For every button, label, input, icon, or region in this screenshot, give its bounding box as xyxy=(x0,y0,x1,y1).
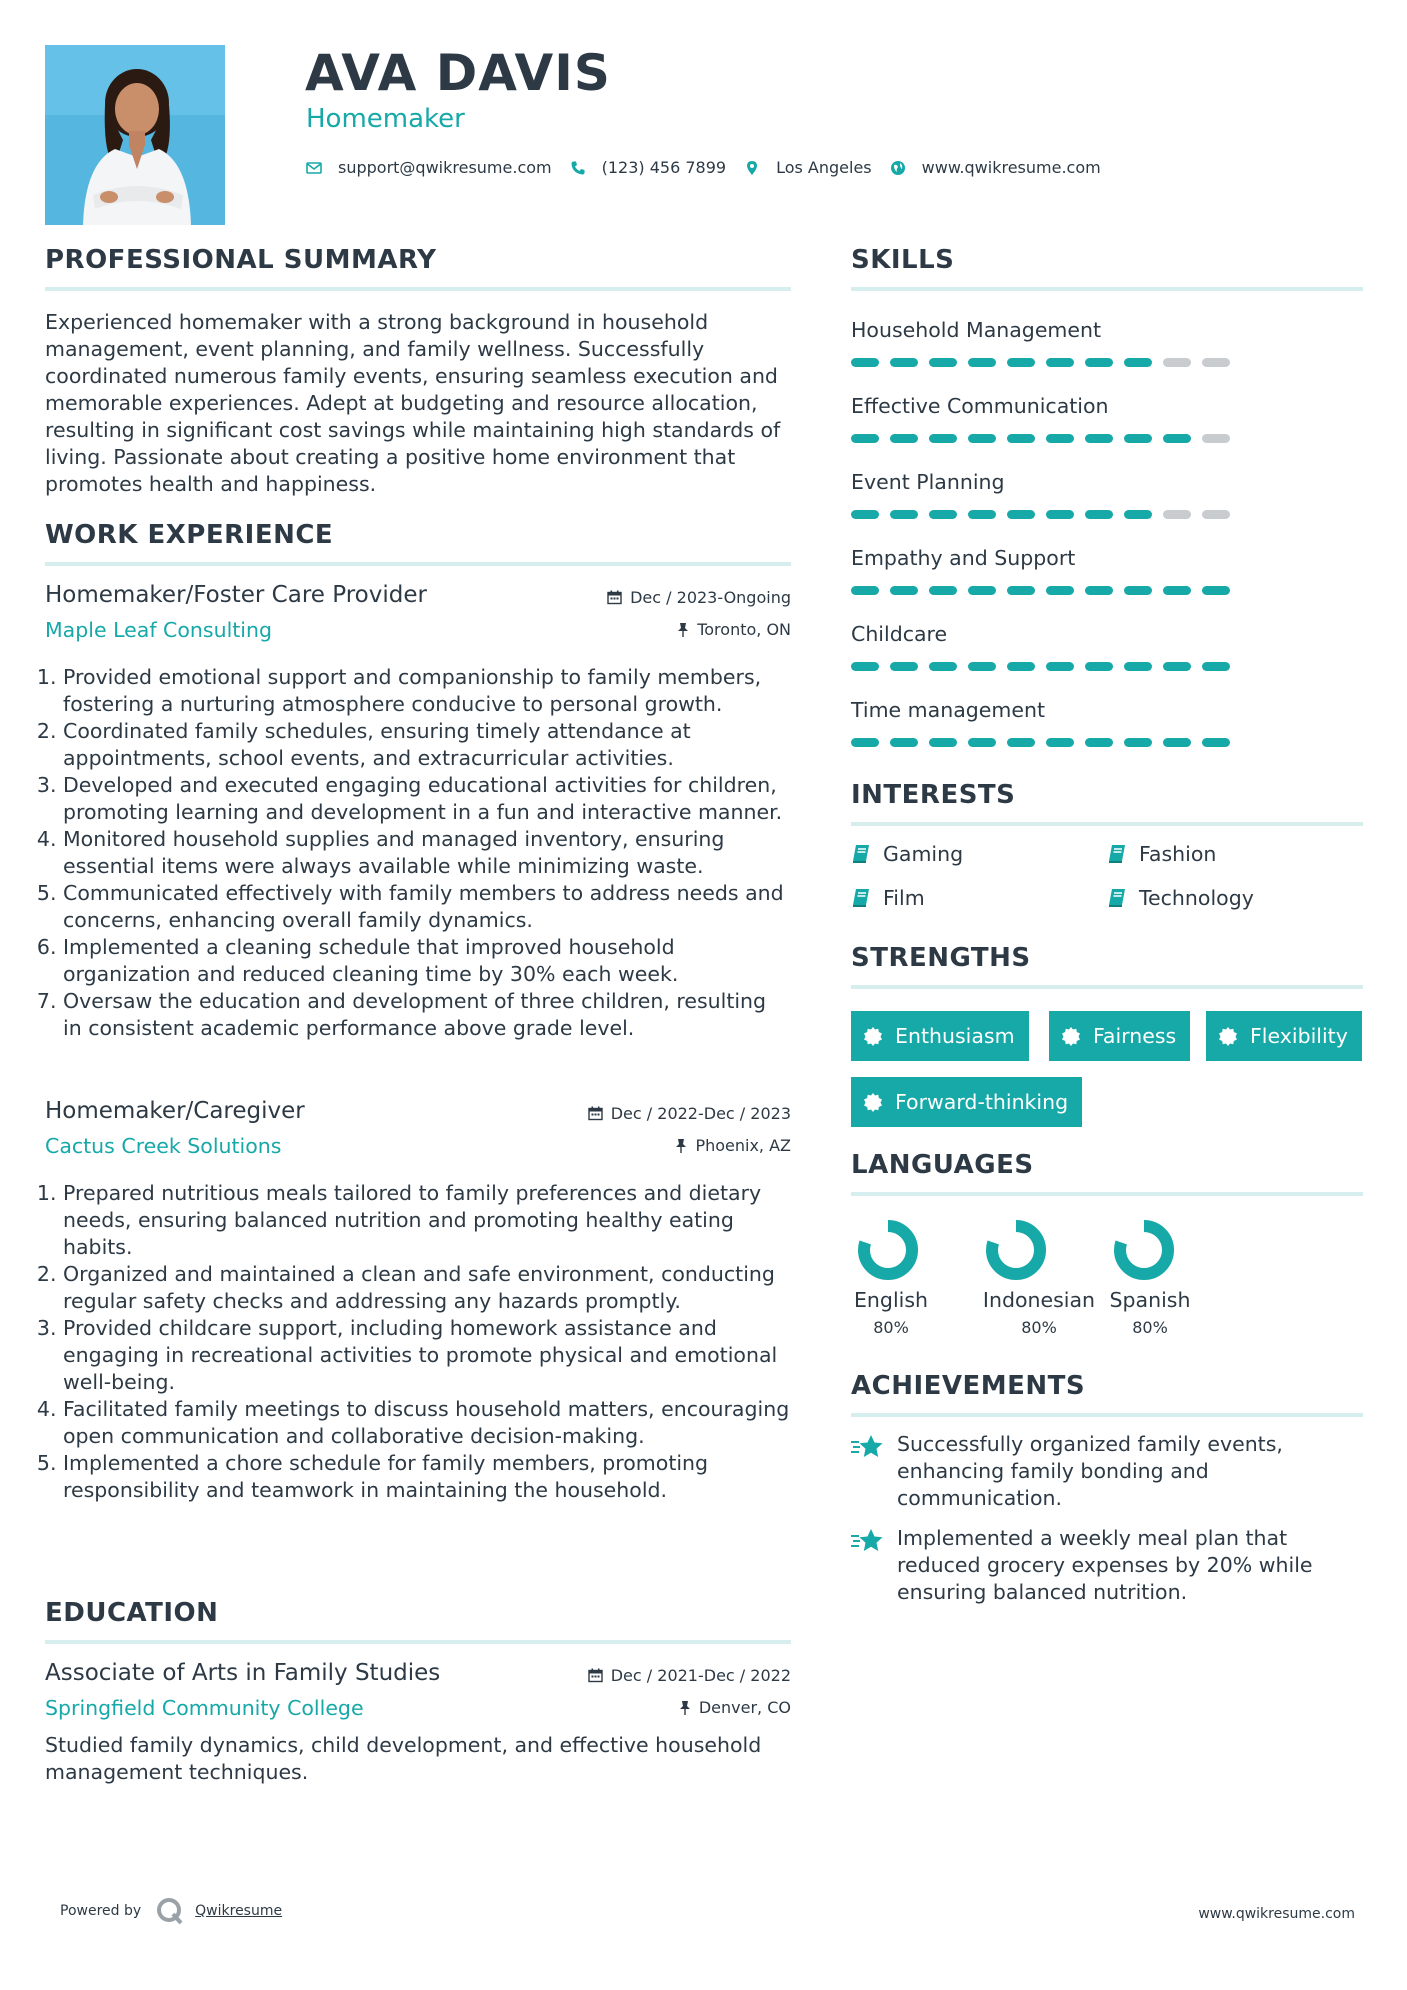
skill-item xyxy=(851,622,1363,646)
skill-item xyxy=(851,470,1363,494)
duty-item: 5. Communicated effectively with family members to address needs and concerns, enhancing overall family dynamics. xyxy=(63,880,791,934)
star-award-icon xyxy=(851,1527,885,1555)
rating-dot-filled xyxy=(1007,662,1035,671)
phone-icon xyxy=(570,160,586,176)
language-name: Indonesian xyxy=(982,1288,1096,1312)
rating-dot-filled xyxy=(1163,434,1191,443)
achievements-section xyxy=(851,1371,1363,1604)
email-icon xyxy=(306,160,322,176)
rating-dot-filled xyxy=(929,510,957,519)
skill-item xyxy=(851,394,1363,418)
duty-item: 2. Coordinated family schedules, ensuring timely attendance at appointments, school events, and extracurricular activities. xyxy=(63,718,791,772)
rating-dot-empty xyxy=(1202,434,1230,443)
duty-item: 1. Prepared nutritious meals tailored to family preferences and dietary needs, ensuring balanced nutrition and promoting healthy eating habits. xyxy=(63,1180,791,1261)
rating-dot-filled xyxy=(1007,738,1035,747)
achievement-text: Successfully organized family events, enhancing family bonding and communication. xyxy=(897,1432,1283,1510)
duty-item: 4. Facilitated family meetings to discuss household matters, encouraging open communication and collaborative decision-making. xyxy=(63,1396,791,1450)
skill-name: Event Planning xyxy=(851,470,1005,494)
rating-dot-filled xyxy=(929,738,957,747)
pushpin-icon xyxy=(679,1700,691,1715)
map-pin-icon xyxy=(744,160,760,176)
summary-section xyxy=(45,245,791,498)
rating-dot-filled xyxy=(929,586,957,595)
calendar-icon xyxy=(588,1668,603,1683)
rating-dot-empty xyxy=(1202,358,1230,367)
interests-heading: INTERESTS xyxy=(851,780,1363,826)
strengths-section xyxy=(851,943,1363,1114)
rating-dot-filled xyxy=(968,662,996,671)
rating-dot-filled xyxy=(890,358,918,367)
duty-item: 5. Implemented a chore schedule for family members, promoting responsibility and teamwork in maintaining the household. xyxy=(63,1450,791,1504)
rating-dot-filled xyxy=(929,358,957,367)
job-entry xyxy=(45,582,791,1042)
strength-label: Flexibility xyxy=(1250,1024,1348,1048)
rating-dot-filled xyxy=(1085,510,1113,519)
rating-dot-filled xyxy=(1085,662,1113,671)
skill-name: Empathy and Support xyxy=(851,546,1076,570)
skill-name: Childcare xyxy=(851,622,948,646)
rating-dot-filled xyxy=(1202,738,1230,747)
calendar-icon xyxy=(588,1106,603,1121)
skill-item xyxy=(851,318,1363,342)
duty-item: 3. Developed and executed engaging educational activities for children, promoting learning and development in a fun and interactive manner. xyxy=(63,772,791,826)
achievement-item xyxy=(851,1431,1363,1512)
interest-item xyxy=(851,842,963,866)
education-location-text: Denver, CO xyxy=(698,1698,791,1717)
contact-phone[interactable]: (123) 456 7899 xyxy=(601,158,727,177)
rating-dot-filled xyxy=(890,662,918,671)
person-portrait-icon xyxy=(45,45,225,225)
skill-rating xyxy=(851,738,1241,747)
strengths-heading: STRENGTHS xyxy=(851,943,1363,989)
achievement-text: Implemented a weekly meal plan that reduced grocery expenses by 20% while ensuring balanced nutrition. xyxy=(897,1526,1313,1604)
skill-rating xyxy=(851,358,1241,367)
languages-heading: LANGUAGES xyxy=(851,1150,1363,1196)
skills-heading: SKILLS xyxy=(851,245,1363,291)
job-date xyxy=(607,588,791,607)
skill-rating xyxy=(851,586,1241,595)
language-level: 80% xyxy=(1132,1318,1168,1337)
skill-item xyxy=(851,546,1363,570)
education-degree: Associate of Arts in Family Studies xyxy=(45,1660,441,1686)
rating-dot-filled xyxy=(1085,738,1113,747)
job-duties xyxy=(45,664,791,1042)
rating-dot-filled xyxy=(851,738,879,747)
language-ring xyxy=(984,1218,1048,1282)
interest-item xyxy=(851,886,925,910)
language-ring xyxy=(856,1218,920,1282)
summary-heading: PROFESSIONAL SUMMARY xyxy=(45,245,791,291)
job-role: Homemaker/Foster Care Provider xyxy=(45,582,427,608)
rating-dot-filled xyxy=(1124,510,1152,519)
rating-dot-filled xyxy=(929,662,957,671)
footer-website[interactable]: www.qwikresume.com xyxy=(1198,1906,1355,1922)
skill-name: Time management xyxy=(851,698,1046,722)
summary-text: Experienced homemaker with a strong background in household management, event planning, and family wellness. Successfully coordinated numerous family events, ensuring seamless execution and memorable experiences. Adept at budgeting and resource allocation, resulting in significant cost savings while maintaining high standards of living. Passionate about creating a positive home environment that promotes health and happiness. xyxy=(45,310,781,496)
job-role: Homemaker/Caregiver xyxy=(45,1098,305,1124)
job-location xyxy=(677,620,791,639)
rating-dot-filled xyxy=(1202,586,1230,595)
rating-dot-filled xyxy=(1124,662,1152,671)
rating-dot-filled xyxy=(1163,662,1191,671)
rating-dot-filled xyxy=(1124,586,1152,595)
contact-row xyxy=(306,158,1119,177)
powered-by-label: Powered by xyxy=(60,1903,142,1919)
contact-location: Los Angeles xyxy=(776,158,872,177)
rating-dot-filled xyxy=(1046,434,1074,443)
rating-dot-filled xyxy=(929,434,957,443)
skill-rating xyxy=(851,662,1241,671)
rating-dot-filled xyxy=(890,738,918,747)
rating-dot-filled xyxy=(1046,662,1074,671)
language-level: 80% xyxy=(1021,1318,1057,1337)
book-icon xyxy=(1107,844,1127,864)
job-location xyxy=(675,1136,791,1155)
rating-dot-filled xyxy=(1046,358,1074,367)
interest-item xyxy=(1107,842,1216,866)
language-name: Spanish xyxy=(1109,1288,1191,1312)
interest-label: Fashion xyxy=(1139,842,1217,866)
rating-dot-filled xyxy=(1085,586,1113,595)
calendar-icon xyxy=(607,590,622,605)
rating-dot-filled xyxy=(851,662,879,671)
education-location xyxy=(679,1698,791,1717)
duty-item: 7. Oversaw the education and development of three children, resulting in consistent academic performance above grade level. xyxy=(63,988,791,1042)
job-date-text: Dec / 2023-Ongoing xyxy=(630,588,791,607)
badge-seal-icon xyxy=(863,1026,883,1046)
rating-dot-empty xyxy=(1163,358,1191,367)
achievements-heading: ACHIEVEMENTS xyxy=(851,1371,1363,1417)
rating-dot-filled xyxy=(851,586,879,595)
experience-heading: WORK EXPERIENCE xyxy=(45,520,791,566)
book-icon xyxy=(1107,888,1127,908)
book-icon xyxy=(851,888,871,908)
language-ring xyxy=(1112,1218,1176,1282)
badge-seal-icon xyxy=(1218,1026,1238,1046)
rating-dot-filled xyxy=(968,586,996,595)
education-heading: EDUCATION xyxy=(45,1598,791,1644)
skill-rating xyxy=(851,434,1241,443)
rating-dot-filled xyxy=(1085,434,1113,443)
rating-dot-filled xyxy=(851,358,879,367)
rating-dot-filled xyxy=(1124,738,1152,747)
interest-label: Film xyxy=(883,886,925,910)
rating-dot-empty xyxy=(1202,510,1230,519)
qwikresume-logo-icon xyxy=(155,1896,185,1926)
rating-dot-filled xyxy=(1124,434,1152,443)
rating-dot-filled xyxy=(968,358,996,367)
rating-dot-filled xyxy=(1085,358,1113,367)
book-icon xyxy=(851,844,871,864)
rating-dot-filled xyxy=(1202,662,1230,671)
job-date xyxy=(588,1104,791,1123)
interest-label: Technology xyxy=(1139,886,1254,910)
language-item xyxy=(979,1218,1099,1337)
rating-dot-filled xyxy=(1046,738,1074,747)
rating-dot-filled xyxy=(851,434,879,443)
skills-section xyxy=(851,245,1363,722)
strength-badge xyxy=(851,1077,1082,1127)
duty-item: 1. Provided emotional support and companionship to family members, fostering a nurturing atmosphere conducive to personal growth. xyxy=(63,664,791,718)
rating-dot-filled xyxy=(1046,586,1074,595)
education-section xyxy=(45,1598,791,1784)
candidate-name: AVA DAVIS xyxy=(305,44,611,102)
rating-dot-filled xyxy=(968,738,996,747)
duty-item: 2. Organized and maintained a clean and safe environment, conducting regular safety checks and addressing any hazards promptly. xyxy=(63,1261,791,1315)
job-date-text: Dec / 2022-Dec / 2023 xyxy=(610,1104,791,1123)
rating-dot-empty xyxy=(1163,510,1191,519)
job-location-text: Phoenix, AZ xyxy=(695,1136,791,1155)
footer-brand-link[interactable]: Qwikresume xyxy=(195,1903,283,1919)
language-level: 80% xyxy=(873,1318,909,1337)
rating-dot-filled xyxy=(890,586,918,595)
duty-item: 3. Provided childcare support, including homework assistance and engaging in recreational activities to promote physical and emotional well-being. xyxy=(63,1315,791,1396)
profile-photo xyxy=(45,45,225,225)
language-item xyxy=(1107,1218,1193,1337)
strength-label: Enthusiasm xyxy=(895,1024,1015,1048)
strength-label: Fairness xyxy=(1093,1024,1177,1048)
achievement-item xyxy=(851,1525,1363,1606)
footer-powered-by xyxy=(60,1896,282,1926)
strength-badge xyxy=(851,1011,1029,1061)
contact-email[interactable]: support@qwikresume.com xyxy=(338,158,552,177)
skill-name: Household Management xyxy=(851,318,1102,342)
job-duties xyxy=(45,1180,791,1504)
contact-website[interactable]: www.qwikresume.com xyxy=(921,158,1101,177)
rating-dot-filled xyxy=(968,434,996,443)
job-company: Maple Leaf Consulting xyxy=(45,618,273,642)
education-date xyxy=(588,1666,791,1685)
duty-item: 4. Monitored household supplies and managed inventory, ensuring essential items were always available while minimizing waste. xyxy=(63,826,791,880)
job-location-text: Toronto, ON xyxy=(697,620,791,639)
education-date-text: Dec / 2021-Dec / 2022 xyxy=(610,1666,791,1685)
badge-seal-icon xyxy=(863,1092,883,1112)
strength-badge xyxy=(1206,1011,1362,1061)
education-school: Springfield Community College xyxy=(45,1696,364,1720)
pushpin-icon xyxy=(677,622,689,637)
rating-dot-filled xyxy=(851,510,879,519)
job-entry xyxy=(45,1098,791,1504)
skill-rating xyxy=(851,510,1241,519)
rating-dot-filled xyxy=(1163,586,1191,595)
education-entry xyxy=(45,1660,791,1786)
skill-name: Effective Communication xyxy=(851,394,1109,418)
education-description: Studied family dynamics, child development, and effective household management techniques. xyxy=(45,1733,762,1784)
candidate-title: Homemaker xyxy=(306,104,465,134)
duty-item: 6. Implemented a cleaning schedule that improved household organization and reduced cleaning time by 30% each week. xyxy=(63,934,791,988)
rating-dot-filled xyxy=(890,510,918,519)
interests-section xyxy=(851,780,1363,910)
pushpin-icon xyxy=(675,1138,687,1153)
rating-dot-filled xyxy=(1046,510,1074,519)
rating-dot-filled xyxy=(1124,358,1152,367)
interest-label: Gaming xyxy=(883,842,964,866)
languages-section xyxy=(851,1150,1363,1337)
rating-dot-filled xyxy=(1007,434,1035,443)
language-item xyxy=(851,1218,931,1337)
rating-dot-filled xyxy=(1007,586,1035,595)
rating-dot-filled xyxy=(890,434,918,443)
strength-badge xyxy=(1049,1011,1190,1061)
experience-section xyxy=(45,520,791,1502)
rating-dot-filled xyxy=(1007,358,1035,367)
globe-icon xyxy=(890,160,906,176)
interest-item xyxy=(1107,886,1254,910)
rating-dot-filled xyxy=(1007,510,1035,519)
rating-dot-filled xyxy=(968,510,996,519)
strength-label: Forward-thinking xyxy=(895,1090,1069,1114)
rating-dot-filled xyxy=(1163,738,1191,747)
language-name: English xyxy=(853,1288,929,1312)
star-award-icon xyxy=(851,1433,885,1461)
skill-item xyxy=(851,698,1363,722)
job-company: Cactus Creek Solutions xyxy=(45,1134,282,1158)
badge-seal-icon xyxy=(1061,1026,1081,1046)
